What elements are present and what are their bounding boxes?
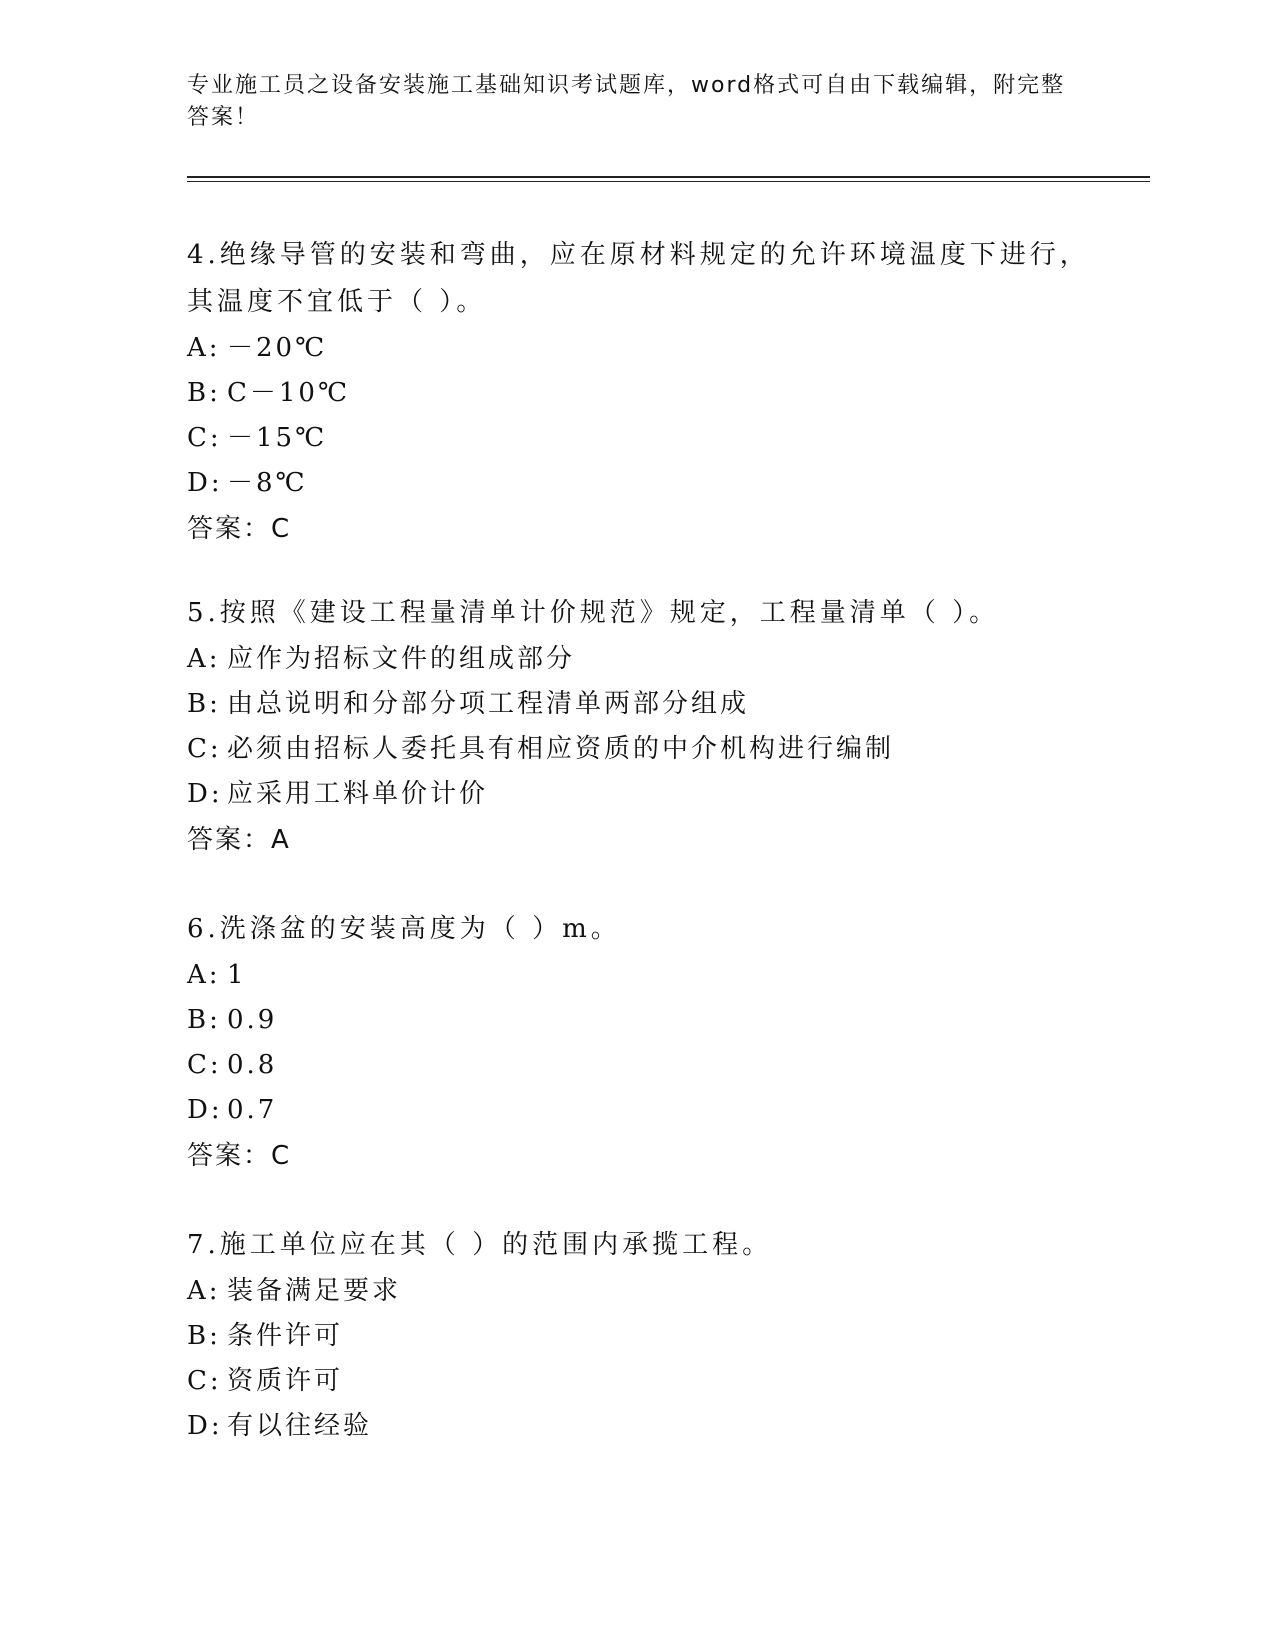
answer: 答案：C	[187, 514, 292, 544]
option-text: 0.9	[227, 1005, 278, 1035]
option-text: 必须由招标人委托具有相应资质的中介机构进行编制	[227, 734, 895, 764]
option-a	[187, 326, 1107, 371]
option-a	[187, 1269, 1107, 1314]
option-c	[187, 727, 1107, 772]
question-6	[187, 906, 1107, 1179]
option-d	[187, 1404, 1107, 1449]
option-letter: C:	[187, 1366, 222, 1396]
option-text: 应采用工料单价计价	[227, 779, 489, 809]
header-divider	[187, 176, 1150, 178]
option-b	[187, 1314, 1107, 1359]
option-d	[187, 461, 1107, 506]
document-header: 专业施工员之设备安装施工基础知识考试题库，word格式可自由下载编辑，附完整答案！	[187, 73, 1066, 130]
option-c	[187, 1359, 1107, 1404]
option-a	[187, 953, 1107, 998]
option-text: C－10℃	[227, 378, 351, 408]
option-b	[187, 371, 1107, 416]
option-letter: A:	[187, 960, 221, 990]
option-c	[187, 416, 1107, 461]
option-letter: C:	[187, 423, 222, 453]
question-7	[187, 1222, 1107, 1449]
question-stem: 7.施工单位应在其（ ）的范围内承揽工程。	[187, 1230, 773, 1260]
option-letter: A:	[187, 333, 221, 363]
header-divider-thin	[187, 181, 1150, 182]
option-letter: B:	[187, 1321, 221, 1351]
option-text: －20℃	[227, 333, 328, 363]
option-text: 装备满足要求	[227, 1276, 402, 1306]
option-letter: A:	[187, 644, 221, 674]
option-letter: B:	[187, 689, 221, 719]
option-letter: D:	[187, 1411, 223, 1441]
option-text: 1	[227, 960, 247, 990]
question-4	[187, 232, 1107, 552]
answer: 答案：A	[187, 825, 291, 855]
option-d	[187, 772, 1107, 817]
option-text: 条件许可	[227, 1321, 344, 1351]
option-letter: C:	[187, 1050, 222, 1080]
option-b	[187, 998, 1107, 1043]
answer: 答案：C	[187, 1141, 292, 1171]
option-letter: C:	[187, 734, 222, 764]
option-a	[187, 637, 1107, 682]
option-text: －15℃	[227, 423, 328, 453]
option-c	[187, 1043, 1107, 1088]
option-text: 资质许可	[227, 1366, 344, 1396]
option-b	[187, 682, 1107, 727]
question-stem: 4.绝缘导管的安装和弯曲，应在原材料规定的允许环境温度下进行，其温度不宜低于（ ）。	[187, 240, 1090, 317]
option-text: 有以往经验	[227, 1411, 373, 1441]
option-text: 0.7	[227, 1095, 278, 1125]
question-5	[187, 590, 1107, 863]
option-letter: B:	[187, 378, 221, 408]
option-letter: B:	[187, 1005, 221, 1035]
option-letter: D:	[187, 468, 223, 498]
question-stem: 5.按照《建设工程量清单计价规范》规定，工程量清单（ ）。	[187, 598, 1000, 628]
option-text: 0.8	[227, 1050, 278, 1080]
option-letter: A:	[187, 1276, 221, 1306]
option-letter: D:	[187, 779, 223, 809]
option-text: 由总说明和分部分项工程清单两部分组成	[227, 689, 750, 719]
option-text: －8℃	[227, 468, 308, 498]
option-text: 应作为招标文件的组成部分	[227, 644, 576, 674]
option-d	[187, 1088, 1107, 1133]
question-stem: 6.洗涤盆的安装高度为（ ）m。	[187, 914, 621, 944]
option-letter: D:	[187, 1095, 223, 1125]
